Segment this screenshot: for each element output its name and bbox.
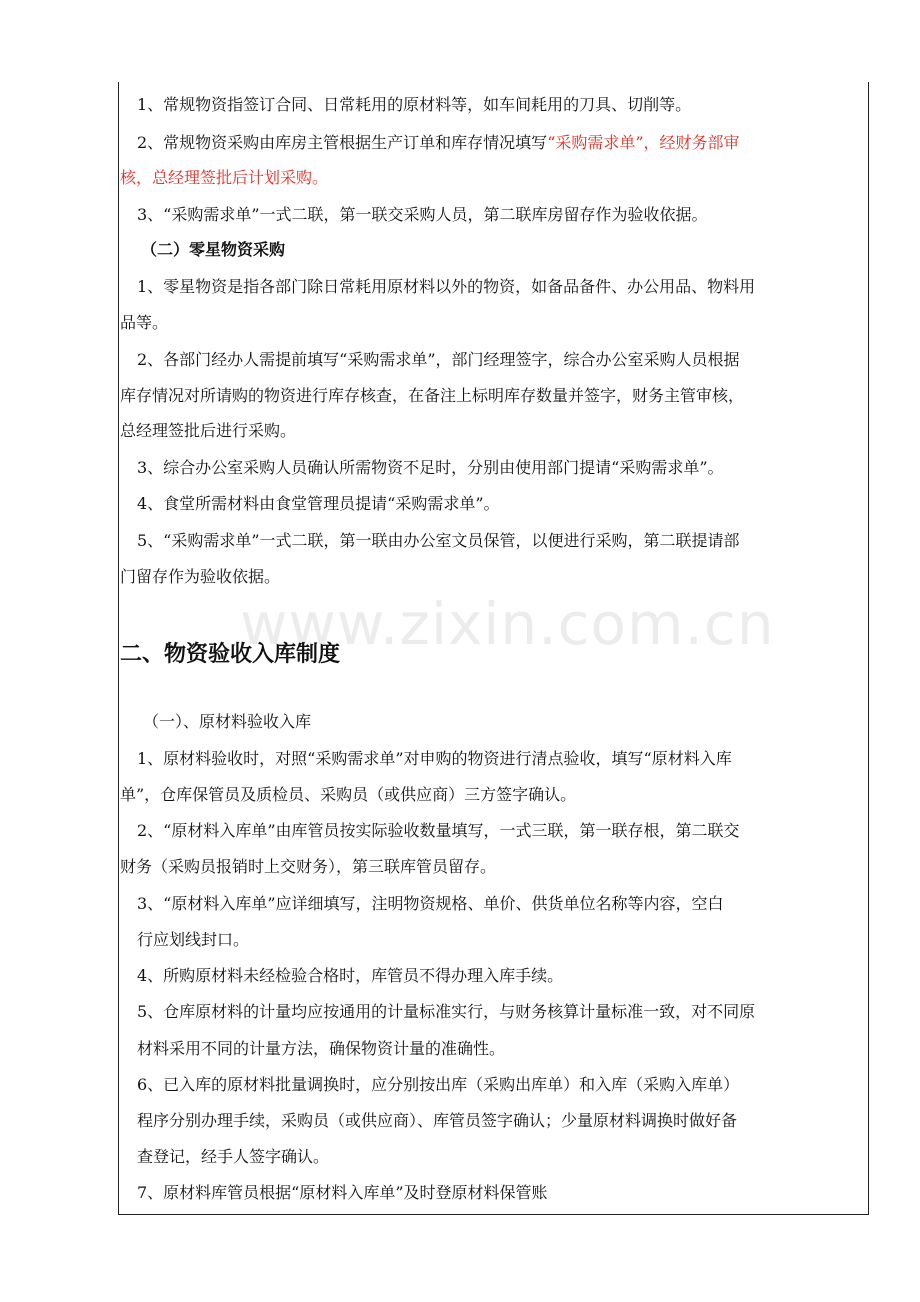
paragraph-line: 总经理签批后进行采购。 — [120, 421, 297, 440]
paragraph-line: 2、常规物资采购由库房主管根据生产订单和库存情况填写“采购需求单”，经财务部审 — [137, 133, 740, 152]
paragraph-line: 2、“原材料入库单”由库管员按实际验收数量填写，一式三联，第一联存根，第二联交 — [137, 821, 740, 840]
paragraph-line: 查登记，经手人签字确认。 — [137, 1147, 330, 1166]
paragraph-line: 5、“采购需求单”一式二联，第一联由办公室文员保管，以便进行采购，第二联提请部 — [137, 531, 740, 550]
paragraph-line: 3、“原材料入库单”应详细填写，注明物资规格、单价、供货单位名称等内容，空白 — [137, 894, 724, 913]
highlighted-text: “采购需求单”，经财务部审 — [547, 133, 740, 152]
paragraph-line: 程序分别办理手续，采购员（或供应商）、库管员签字确认；少量原材料调换时做好备 — [137, 1111, 738, 1130]
paragraph-line: 品等。 — [120, 313, 169, 332]
paragraph-line: 库存情况对所请购的物资进行库存核查，在备注上标明库存数量并签字，财务主管审核， — [120, 386, 745, 405]
paragraph-line: 3、综合办公室采购人员确认所需物资不足时，分别由使用部门提请“采购需求单”。 — [137, 458, 724, 477]
paragraph-line: 行应划线封口。 — [137, 930, 250, 949]
paragraph-line: 1、常规物资指签订合同、日常耗用的原材料等，如车间耗用的刀具、切削等。 — [137, 95, 692, 114]
paragraph-line: 5、仓库原材料的计量均应按通用的计量标准实行，与财务核算计量标准一致，对不同原 — [137, 1002, 756, 1021]
paragraph-line: 材料采用不同的计量方法，确保物资计量的准确性。 — [137, 1039, 506, 1058]
paragraph-line: 1、原材料验收时，对照“采购需求单”对申购的物资进行清点验收，填写“原材料入库 — [137, 749, 732, 768]
paragraph-line: 6、已入库的原材料批量调换时，应分别按出库（采购出库单）和入库（采购入库单） — [137, 1075, 740, 1094]
paragraph-line: 门留存作为验收依据。 — [120, 567, 281, 586]
paragraph-line: 单”，仓库保管员及质检员、采购员（或供应商）三方签字确认。 — [120, 785, 577, 804]
paragraph-line: 2、各部门经办人需提前填写“采购需求单”，部门经理签字，综合办公室采购人员根据 — [137, 350, 740, 369]
watermark: www.zixin.com.cn — [240, 590, 775, 658]
sub-heading: （二）零星物资采购 — [141, 240, 286, 259]
highlighted-text: 核，总经理签批后计划采购。 — [120, 168, 329, 187]
section-title: 二、物资验收入库制度 — [120, 642, 341, 667]
paragraph-line: 1、零星物资是指各部门除日常耗用原材料以外的物资，如备品备件、办公用品、物料用 — [137, 277, 756, 296]
paragraph-line: 财务（采购员报销时上交财务），第三联库管员留存。 — [120, 857, 497, 876]
paragraph-line: 3、“采购需求单”一式二联，第一联交采购人员，第二联库房留存作为验收依据。 — [137, 205, 708, 224]
sub-heading: （一）、原材料验收入库 — [143, 712, 312, 731]
paragraph-line: 4、食堂所需材料由食堂管理员提请“采购需求单”。 — [137, 494, 500, 513]
paragraph-line: 4、所购原材料未经检验合格时，库管员不得办理入库手续。 — [137, 966, 564, 985]
paragraph-line: 7、原材料库管员根据“原材料入库单”及时登原材料保管账 — [137, 1183, 548, 1202]
